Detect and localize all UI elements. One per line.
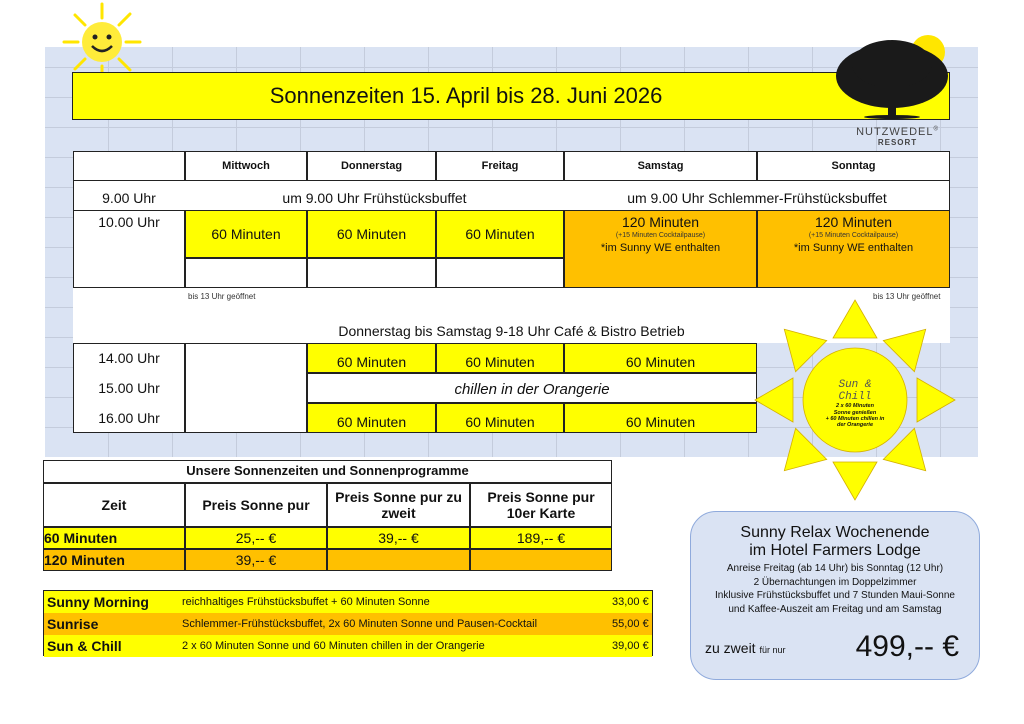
slot-60[interactable]: 60 Minuten [436, 403, 564, 433]
price-cell: 39,-- € [327, 527, 470, 549]
logo-reg: ® [933, 126, 939, 133]
chill-orangerie: chillen in der Orangerie [307, 373, 757, 403]
resort-logo [830, 26, 955, 150]
day-header: Freitag [436, 151, 564, 181]
offer-title: im Hotel Farmers Lodge [749, 542, 921, 559]
package-name: Sunny Morning [47, 594, 149, 610]
slot-120-saturday[interactable] [564, 210, 757, 288]
offer-price: 499,-- € [855, 630, 959, 663]
price-header: Zeit [43, 483, 185, 527]
sun-ray [833, 300, 877, 338]
logo-sub: RESORT [877, 138, 918, 147]
package-price: 55,00 € [612, 618, 649, 630]
sun-badge-line: Sonne genießen [833, 409, 877, 416]
time-label: 10.00 Uhr [73, 210, 185, 288]
price-cell: 39,-- € [185, 549, 327, 571]
slot-title: 120 Minuten [814, 214, 893, 230]
empty-cell [185, 343, 307, 433]
slot-60[interactable]: 60 Minuten [185, 210, 307, 258]
empty-cell [185, 258, 307, 288]
slot-note: *im Sunny WE enthalten [600, 242, 721, 255]
price-cell [470, 549, 612, 571]
offer-line: und Kaffee-Auszeit am Freitag und am Samstag [728, 603, 942, 615]
day-header: Donnerstag [307, 151, 436, 181]
day-header: Mittwoch [185, 151, 307, 181]
cafe-info: Donnerstag bis Samstag 9-18 Uhr Café & Bistro Betrieb [338, 322, 685, 339]
slot-title: 120 Minuten [621, 214, 700, 230]
price-row-label: 60 Minuten [43, 527, 185, 549]
smiling-sun-icon [50, 0, 150, 80]
slot-60[interactable]: 60 Minuten [436, 210, 564, 258]
tree-logo-icon [830, 26, 955, 121]
slot-sub: (+15 Minuten Cocktailpause) [808, 232, 899, 240]
price-cell [327, 549, 470, 571]
time-label: 9.00 Uhr [102, 190, 156, 207]
package-desc: reichhaltiges Frühstücksbuffet + 60 Minuten Sonne [182, 596, 430, 608]
offer-only: für nur [759, 645, 786, 655]
price-header: Preis Sonne pur zu zweit [327, 483, 470, 527]
breakfast-weekend: um 9.00 Uhr Schlemmer-Frühstücksbuffet [627, 190, 887, 207]
breakfast-weekday: um 9.00 Uhr Frühstücksbuffet [282, 190, 467, 207]
package-price: 39,00 € [612, 640, 649, 652]
offer-line: Anreise Freitag (ab 14 Uhr) bis Sonntag (12 Uhr) [726, 563, 944, 574]
time-label: 14.00 Uhr [98, 349, 160, 366]
weekend-offer-box [690, 511, 980, 680]
price-row-label: 120 Minuten [43, 549, 185, 571]
slot-120-sunday[interactable] [757, 210, 950, 288]
package-name: Sun & Chill [47, 638, 122, 654]
package-price: 33,00 € [612, 596, 649, 608]
offer-line: 2 Übernachtungen im Doppelzimmer [753, 576, 917, 588]
package-desc: Schlemmer-Frühstücksbuffet, 2x 60 Minuten Sonne und Pausen-Cocktail [182, 618, 538, 630]
slot-60[interactable]: 60 Minuten [436, 343, 564, 373]
slot-sub: (+15 Minuten Cocktailpause) [615, 232, 706, 240]
slot-60[interactable]: 60 Minuten [307, 403, 436, 433]
slot-60[interactable]: 60 Minuten [307, 210, 436, 258]
price-cell: 25,-- € [185, 527, 327, 549]
sun-ray [755, 378, 793, 422]
sun-ray [833, 462, 877, 500]
slot-60[interactable]: 60 Minuten [307, 343, 436, 373]
price-header: Preis Sonne pur 10er Karte [470, 483, 612, 527]
time-label: 15.00 Uhr [98, 379, 160, 396]
price-header: Preis Sonne pur [185, 483, 327, 527]
sun-ray [917, 378, 955, 422]
corner-cell [73, 151, 185, 181]
package-name: Sunrise [47, 616, 99, 632]
open-note: bis 13 Uhr geöffnet [873, 292, 941, 301]
sun-badge-line: + 60 Minuten chillen in [825, 416, 885, 423]
sun-badge-title: Sun & Chill [838, 379, 872, 404]
slot-60[interactable]: 60 Minuten [564, 343, 757, 373]
packages-table [43, 590, 653, 656]
empty-cell [436, 258, 564, 288]
slot-note: *im Sunny WE enthalten [793, 242, 914, 255]
day-header: Sonntag [757, 151, 950, 181]
slot-60[interactable]: 60 Minuten [564, 403, 757, 433]
offer-line: Inklusive Frühstücksbuffet und 7 Stunden Maui-Sonne [715, 590, 955, 601]
open-note: bis 13 Uhr geöffnet [188, 292, 256, 301]
sun-badge-line: der Orangerie [836, 422, 874, 429]
offer-for-two: zu zweit [705, 640, 756, 656]
sun-badge-line: 2 x 60 Minuten [836, 403, 874, 410]
offer-title: Sunny Relax Wochenende [740, 524, 930, 541]
time-label: 16.00 Uhr [98, 409, 160, 426]
package-desc: 2 x 60 Minuten Sonne und 60 Minuten chillen in der Orangerie [182, 640, 485, 652]
empty-cell [307, 258, 436, 288]
logo-name: NUTZWEDEL [856, 126, 934, 138]
day-header: Samstag [564, 151, 757, 181]
page-title: Sonnenzeiten 15. April bis 28. Juni 2026 [72, 72, 950, 120]
price-table-title: Unsere Sonnenzeiten und Sonnenprogramme [43, 460, 612, 483]
sun-badge-text [800, 368, 910, 440]
price-cell: 189,-- € [470, 527, 612, 549]
